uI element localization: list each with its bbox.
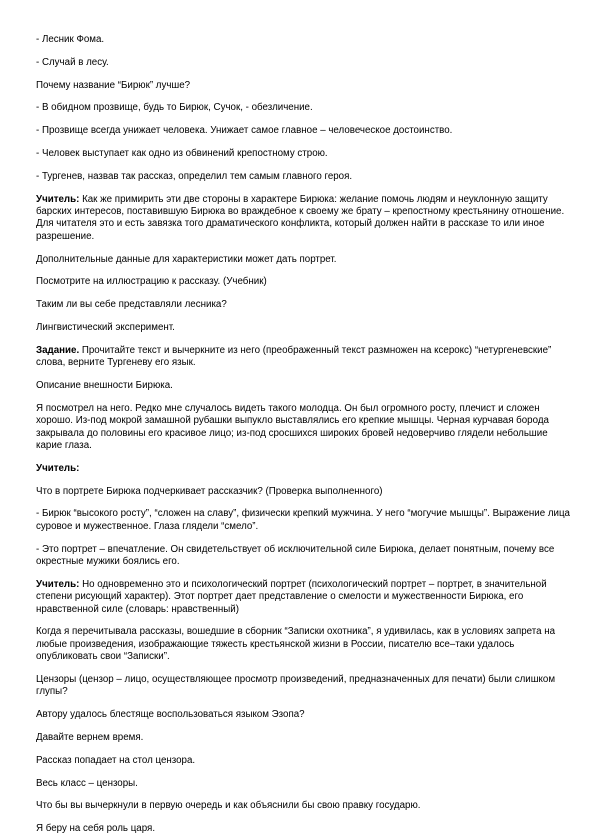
paragraph-text: Почему название “Бирюк” лучше? bbox=[36, 79, 191, 91]
paragraph-text: - Прозвище всегда унижает человека. Унижает самое главное – человеческое достоинство. bbox=[36, 125, 453, 137]
paragraph-text: Давайте вернем время. bbox=[36, 732, 144, 744]
paragraph bbox=[36, 276, 572, 288]
paragraph-text: Что в портрете Бирюка подчеркивает рассказчик? (Проверка выполненного) bbox=[36, 485, 383, 497]
paragraph bbox=[36, 171, 572, 183]
paragraph-text: Автору удалось блестяще воспользоваться языком Эзопа? bbox=[36, 709, 305, 721]
paragraph-text: Дополнительные данные для характеристики может дать портрет. bbox=[36, 253, 337, 265]
paragraph bbox=[36, 34, 572, 46]
paragraph bbox=[36, 544, 572, 569]
paragraph bbox=[36, 800, 572, 812]
paragraph bbox=[36, 755, 572, 767]
paragraph bbox=[36, 626, 572, 663]
paragraph bbox=[36, 299, 572, 311]
paragraph bbox=[36, 380, 572, 392]
paragraph-text: - Случай в лесу. bbox=[36, 56, 109, 68]
paragraph bbox=[36, 674, 572, 699]
paragraph bbox=[36, 194, 572, 244]
paragraph bbox=[36, 102, 572, 114]
paragraph bbox=[36, 463, 572, 475]
paragraph bbox=[36, 322, 572, 334]
paragraph bbox=[36, 709, 572, 721]
paragraph-text: Посмотрите на иллюстрацию к рассказу. (Учебник) bbox=[36, 276, 267, 288]
paragraph-text: Когда я перечитывала рассказы, вошедшие в сборник “Записки охотника”, я удивилась, как в условиях запрета на любые произведения, изображающие тяжесть крестьянской жизни в России, писателю все–таки удалось опубликовать свои “Записки”. bbox=[36, 626, 556, 663]
paragraph bbox=[36, 486, 572, 498]
paragraph-text: Как же примирить эти две стороны в характере Бирюка: желание помочь людям и неуклонную защиту барских интересов, поставившую Бирюка во враждебное к своему же брату – крепостному крестьянину отношение. Для читателя это и есть завязка того драматического конфликта, который должен найти в рассказе то или иное разрешение. bbox=[36, 193, 565, 242]
paragraph-text: Я беру на себя роль царя. bbox=[36, 823, 156, 835]
paragraph-label: Учитель: bbox=[36, 462, 80, 474]
paragraph-label: Учитель: bbox=[36, 193, 80, 205]
paragraph-text: Что бы вы вычеркнули в первую очередь и как объяснили бы свою правку государю. bbox=[36, 800, 421, 812]
paragraph-text: Описание внешности Бирюка. bbox=[36, 379, 173, 391]
paragraph-text: Весь класс – цензоры. bbox=[36, 777, 138, 789]
paragraph bbox=[36, 403, 572, 453]
paragraph-text: - Это портрет – впечатление. Он свидетельствует об исключительной силе Бирюка, делает понятным, почему все окрестные мужики боялись его. bbox=[36, 543, 555, 567]
paragraph-text: - Бирюк “высокого росту”, “сложен на славу”, физически крепкий мужчина. У него “могучие мышцы”. Выражение лица суровое и мужественное. Глаза глядели “смело”. bbox=[36, 508, 570, 532]
paragraph-text: Таким ли вы себе представляли лесника? bbox=[36, 299, 227, 311]
paragraph-text: - Тургенев, назвав так рассказ, определил тем самым главного героя. bbox=[36, 170, 353, 182]
paragraph bbox=[36, 823, 572, 835]
paragraph-label: Задание. bbox=[36, 344, 80, 356]
paragraph bbox=[36, 80, 572, 92]
paragraph-text: - Человек выступает как одно из обвинений крепостному строю. bbox=[36, 147, 328, 159]
paragraph-text: Прочитайте текст и вычеркните из него (преображенный текст размножен на ксерокс) “нетургеневские” слова, верните Тургеневу его язык. bbox=[36, 344, 552, 369]
paragraph bbox=[36, 148, 572, 160]
paragraph bbox=[36, 778, 572, 790]
paragraph-label: Учитель: bbox=[36, 578, 80, 590]
paragraph bbox=[36, 57, 572, 69]
paragraph-text: Рассказ попадает на стол цензора. bbox=[36, 754, 196, 766]
paragraph bbox=[36, 345, 572, 370]
paragraph bbox=[36, 125, 572, 137]
paragraph-text: Цензоры (цензор – лицо, осуществляющее просмотр произведений, предназначенных для печати) были слишком глупы? bbox=[36, 674, 556, 698]
paragraph-text: Я посмотрел на него. Редко мне случалось видеть такого молодца. Он был огромного росту, плечист и сложен хорошо. Из-под мокрой замашной рубашки выпукло выставлялись его крепкие мышцы. Черная курчавая борода закрывала до половины его красивое лицо; из-под сросшихся широких бровей недоверчиво глядели небольшие карие глаза. bbox=[36, 402, 549, 451]
paragraph bbox=[36, 579, 572, 616]
paragraph bbox=[36, 508, 572, 533]
paragraph-text: - Лесник Фома. bbox=[36, 34, 105, 45]
paragraph-text: Лингвистический эксперимент. bbox=[36, 321, 175, 333]
paragraph bbox=[36, 732, 572, 744]
paragraph-text: Но одновременно это и психологический портрет (психологический портрет – портрет, в значительной степени рисующий характер). Этот портрет дает представление о смелости и мужественности Бирюка, его нравственной силе (словарь: нравственный) bbox=[36, 578, 547, 615]
paragraph-text: - В обидном прозвище, будь то Бирюк, Сучок, - обезличение. bbox=[36, 102, 313, 114]
paragraph bbox=[36, 254, 572, 266]
